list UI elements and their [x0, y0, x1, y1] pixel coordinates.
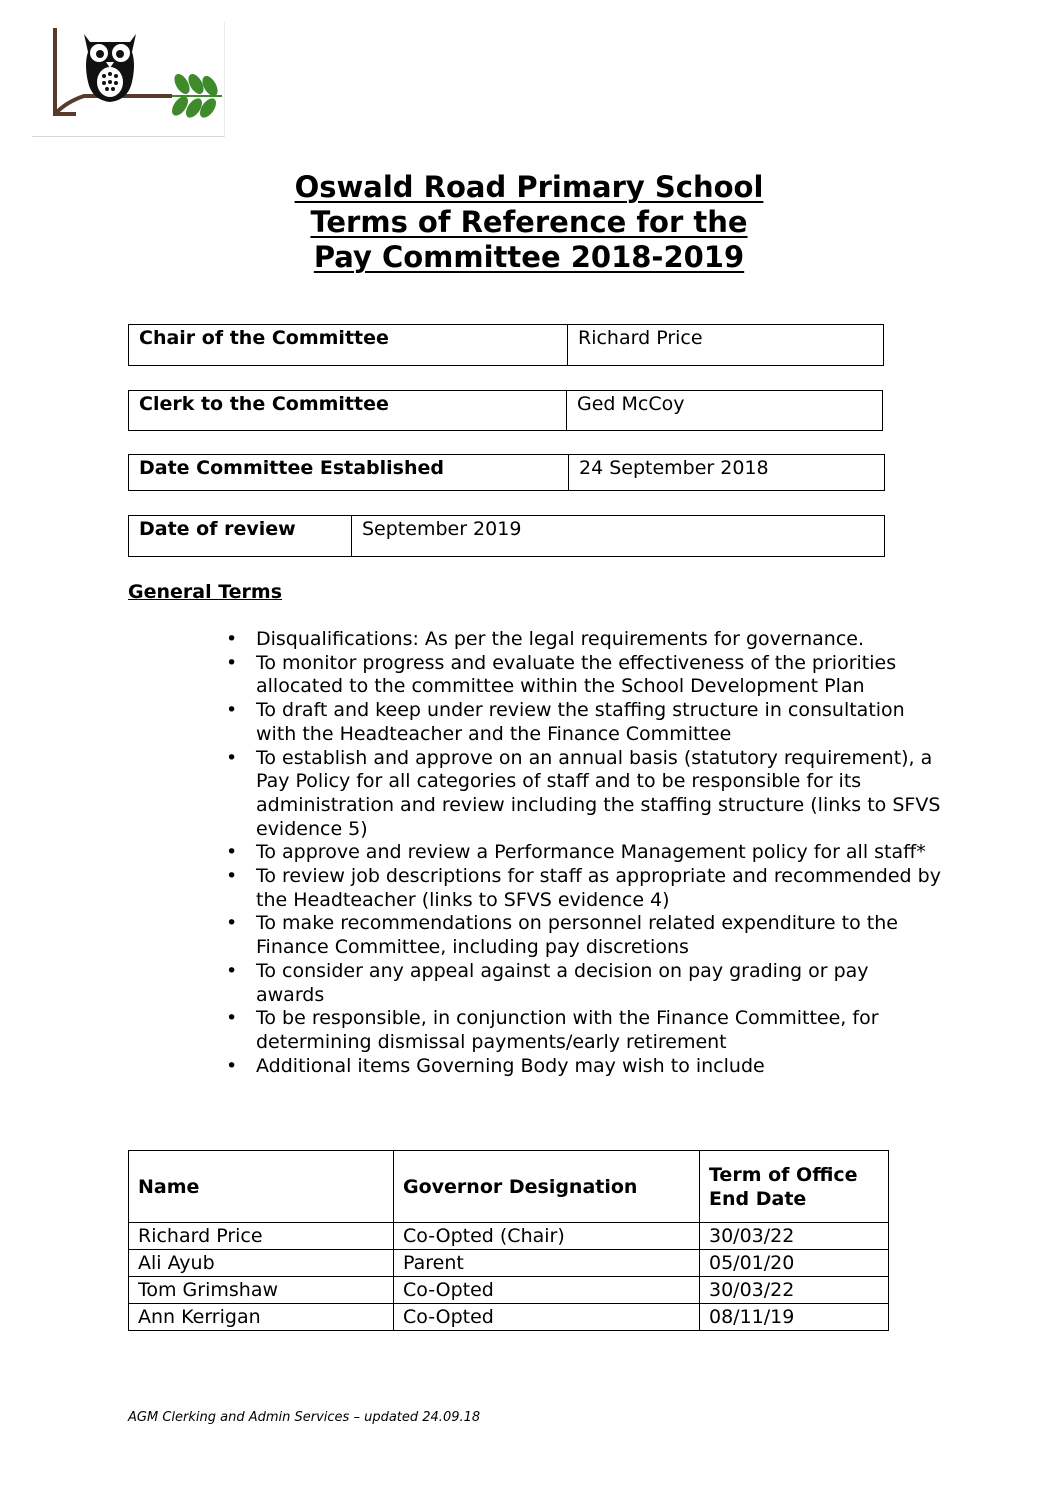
member-term-end: 05/01/20	[700, 1250, 889, 1277]
members-table	[128, 1150, 889, 1331]
list-item: • To consider any appeal against a decision on pay grading or pay awards	[222, 960, 942, 1007]
school-logo	[32, 22, 225, 137]
document-title	[0, 170, 1058, 275]
chair-value: Richard Price	[578, 327, 703, 349]
clerk-row	[128, 390, 883, 431]
member-name: Ali Ayub	[129, 1250, 394, 1277]
member-designation: Co-Opted	[394, 1277, 700, 1304]
list-item: • Disqualifications: As per the legal requirements for governance.	[222, 628, 942, 652]
title-line-2: Terms of Reference for the	[310, 205, 748, 239]
member-designation: Co-Opted	[394, 1304, 700, 1331]
list-item: • To draft and keep under review the staffing structure in consultation with the Headteacher and the Finance Committee	[222, 699, 942, 746]
chair-row	[128, 324, 884, 366]
member-term-end: 30/03/22	[700, 1223, 889, 1250]
table-row	[129, 1250, 889, 1277]
established-label: Date Committee Established	[129, 455, 569, 490]
list-item: • To establish and approve on an annual basis (statutory requirement), a Pay Policy for all categories of staff and to be responsible for its administration and review including the staffing structure (links to SFVS evidence 5)	[222, 747, 942, 842]
list-item: • To review job descriptions for staff as appropriate and recommended by the Headteacher (links to SFVS evidence 4)	[222, 865, 942, 912]
owl-on-branch-icon	[32, 22, 224, 136]
established-value: 24 September 2018	[579, 457, 769, 479]
member-designation: Co-Opted (Chair)	[394, 1223, 700, 1250]
title-line-3: Pay Committee 2018-2019	[313, 240, 745, 274]
header-designation: Governor Designation	[394, 1151, 700, 1223]
member-designation: Parent	[394, 1250, 700, 1277]
chair-label: Chair of the Committee	[129, 325, 568, 365]
list-item: • To make recommendations on personnel related expenditure to the Finance Committee, including pay discretions	[222, 912, 942, 959]
member-name: Richard Price	[129, 1223, 394, 1250]
member-name: Ann Kerrigan	[129, 1304, 394, 1331]
clerk-label: Clerk to the Committee	[129, 391, 567, 430]
title-line-1: Oswald Road Primary School	[294, 170, 764, 204]
list-item: • To approve and review a Performance Management policy for all staff*	[222, 841, 942, 865]
clerk-value: Ged McCoy	[577, 393, 685, 415]
header-term-end: Term of Office End Date	[700, 1151, 889, 1223]
general-terms-list	[222, 628, 942, 1078]
list-item: • To monitor progress and evaluate the effectiveness of the priorities allocated to the committee within the School Development Plan	[222, 652, 942, 699]
member-name: Tom Grimshaw	[129, 1277, 394, 1304]
list-item: • To be responsible, in conjunction with the Finance Committee, for determining dismissal payments/early retirement	[222, 1007, 942, 1054]
review-label: Date of review	[129, 516, 352, 556]
member-term-end: 08/11/19	[700, 1304, 889, 1331]
table-header-row	[129, 1151, 889, 1223]
table-row	[129, 1277, 889, 1304]
table-row	[129, 1223, 889, 1250]
list-item: • Additional items Governing Body may wish to include	[222, 1055, 942, 1079]
general-terms-heading: General Terms	[128, 581, 283, 603]
review-value: September 2019	[362, 518, 522, 540]
header-name: Name	[129, 1151, 394, 1223]
review-row	[128, 515, 885, 557]
established-row	[128, 454, 885, 491]
page-footer: AGM Clerking and Admin Services – updated 24.09.18	[128, 1410, 481, 1425]
member-term-end: 30/03/22	[700, 1277, 889, 1304]
table-row	[129, 1304, 889, 1331]
